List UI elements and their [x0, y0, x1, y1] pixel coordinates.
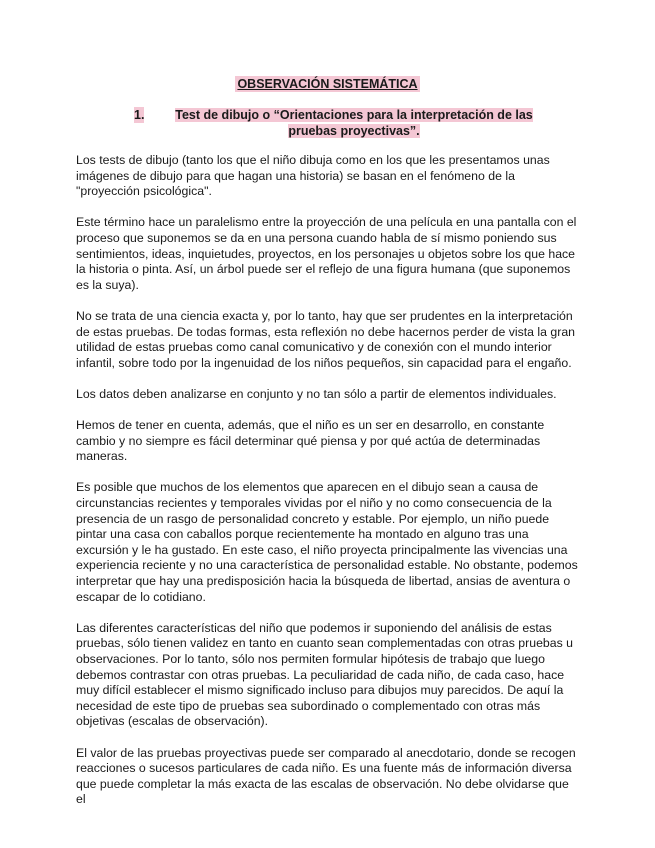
paragraph: Las diferentes características del niño que podemos ir suponiendo del análisis de estas pruebas, sólo tienen validez en tanto en cuanto sean complementadas con otras pruebas u observaciones. Por lo tanto, sólo nos permiten formular hipótesis de trabajo que luego debemos contrastar con otras pruebas. La peculiaridad de cada niño, de cada caso, hace muy difícil establecer el mismo significado incluso para dibujos muy parecidos. De aquí la necesidad de este tipo de pruebas sea subordinado o complementado con otras más objetivas (escalas de observación). — [76, 620, 573, 729]
paragraph: Hemos de tener en cuenta, además, que el niño es un ser en desarrollo, en constante cambio y no siempre es fácil determinar qué piensa y por qué actúa de determinadas maneras. — [76, 418, 545, 464]
document-title: OBSERVACIÓN SISTEMÁTICA — [237, 77, 418, 91]
section-title: Test de dibujo o “Orientaciones para la interpretación de las pruebas proyectivas”. — [175, 108, 533, 138]
paragraph: Este término hace un paralelismo entre la proyección de una película en una pantalla con el proceso que suponemos se da en una persona cuando habla de sí mismo poniendo sus sentimientos, ideas, inquietudes, proyectos, en los personajes u objetos sobre los que hace la historia o pinta. Así, un árbol puede ser el reflejo de una figura humana (que suponemos es la suya). — [76, 215, 577, 292]
paragraph: No se trata de una ciencia exacta y, por lo tanto, hay que ser prudentes en la interpretación de estas pruebas. De todas formas, esta reflexión no debe hacernos perder de vista la gran utilidad de estas pruebas como canal comunicativo y de conexión con el mundo interior infantil, sobre todo por la ingenuidad de los niños pequeños, sin capacidad para el engaño. — [76, 308, 576, 370]
paragraph: Los datos deben analizarse en conjunto y no tan sólo a partir de elementos individuales. — [76, 386, 557, 401]
section-title-wrap — [154, 107, 554, 139]
paragraph: Los tests de dibujo (tanto los que el niño dibuja como en los que les presentamos unas imágenes de dibujo para que hagan una historia) se basan en el fenómeno de la "proyección psicológica". — [76, 153, 550, 199]
paragraph: Es posible que muchos de los elementos que aparecen en el dibujo sean a causa de circunstancias recientes y temporales vividas por el niño y no como consecuencia de la presencia de un rasgo de personalidad concreto y estable. Por ejemplo, un niño puede pintar una casa con caballos porque recientemente ha montado en alguno tras una excursión y le ha gustado. En este caso, el niño proyecta principalmente las vivencias una experiencia reciente y no una característica de personalidad estable. No obstante, podemos interpretar que hay una predisposición hacia la búsqueda de libertad, ansias de aventura o escapar de lo cotidiano. — [76, 480, 578, 604]
section-number: 1. — [134, 108, 145, 122]
section-heading — [134, 107, 554, 139]
document-body — [76, 153, 581, 824]
title-wrap — [0, 75, 655, 93]
paragraph: El valor de las pruebas proyectivas puede ser comparado al anecdotario, donde se recogen reacciones o sucesos particulares de cada niño. Es una fuente más de información diversa que puede completar la más exacta de las escalas de observación. No debe olvidarse que el — [76, 745, 576, 807]
